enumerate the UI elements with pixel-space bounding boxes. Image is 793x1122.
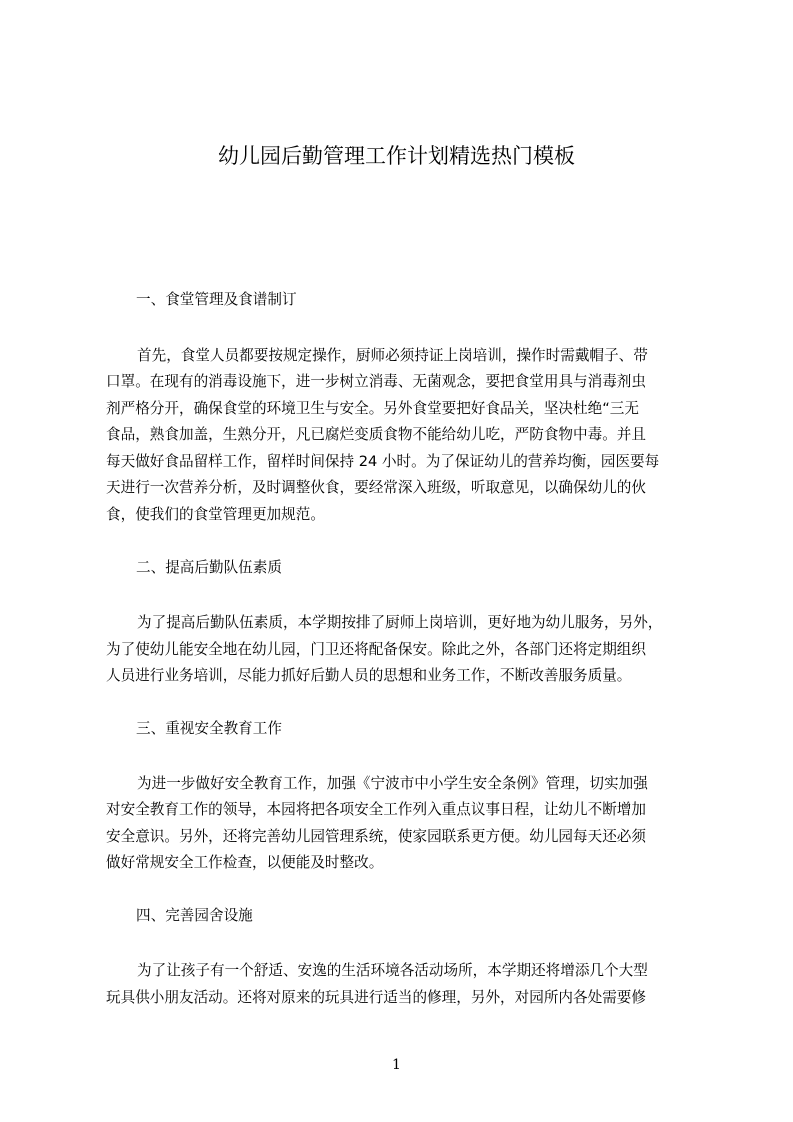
paragraph-line: 人员进行业务培训，尽能力抓好后勤人员的思想和业务工作，不断改善服务质量。 xyxy=(106,667,632,684)
paragraph-line: 为了提高后勤队伍素质，本学期按排了厨师上岗培训，更好地为幼儿服务，另外， xyxy=(137,614,663,631)
paragraph-line: 首先，食堂人员都要按规定操作，厨师必须持证上岗培训，操作时需戴帽子、带 xyxy=(137,347,648,364)
paragraph-line: 食，使我们的食堂管理更加规范。 xyxy=(106,506,325,523)
paragraph-line: 玩具供小朋友活动。还将对原来的玩具进行适当的修理，另外，对园所内各处需要修 xyxy=(106,989,646,1006)
paragraph-line: 为了使幼儿能安全地在幼儿园，门卫还将配备保安。除此之外，各部门还将定期组织 xyxy=(106,641,646,658)
paragraph-line: 做好常规安全工作检查，以便能及时整改。 xyxy=(106,854,384,871)
paragraph-line: 安全意识。另外，还将完善幼儿园管理系统，使家园联系更方便。幼儿园每天还必须 xyxy=(106,828,646,845)
section-heading-4: 四、完善园舍设施 xyxy=(136,907,253,924)
section-heading-2: 二、提高后勤队伍素质 xyxy=(136,559,282,576)
paragraph-line: 口罩。在现有的消毒设施下，进一步树立消毒、无菌观念，要把食堂用具与消毒剂虫 xyxy=(106,373,646,390)
paragraph-line: 每天做好食品留样工作，留样时间保持 24 小时。为了保证幼儿的营养均衡，园医要每 xyxy=(106,453,660,470)
page-number: 1 xyxy=(392,1057,401,1073)
paragraph-line: 为了让孩子有一个舒适、安逸的生活环境各活动场所，本学期还将增添几个大型 xyxy=(137,962,648,979)
section-heading-3: 三、重视安全教育工作 xyxy=(136,720,282,737)
paragraph-line: 对安全教育工作的领导，本园将把各项安全工作列入重点议事日程，让幼儿不断增加 xyxy=(106,801,646,818)
document-title: 幼儿园后勤管理工作计划精选热门模板 xyxy=(218,144,575,168)
paragraph-line: 为进一步做好安全教育工作，加强《宁波市中小学生安全条例》管理，切实加强 xyxy=(137,775,648,792)
paragraph-line: 天进行一次营养分析，及时调整伙食，要经常深入班级，听取意见，以确保幼儿的伙 xyxy=(106,479,646,496)
paragraph-line: 剂严格分开，确保食堂的环境卫生与安全。另外食堂要把好食品关，坚决杜绝“三无 xyxy=(106,400,639,417)
section-heading-1: 一、食堂管理及食谱制订 xyxy=(136,291,297,308)
paragraph-line: 食品，熟食加盖，生熟分开，凡已腐烂变质食物不能给幼儿吃，严防食物中毒。并且 xyxy=(106,426,646,443)
